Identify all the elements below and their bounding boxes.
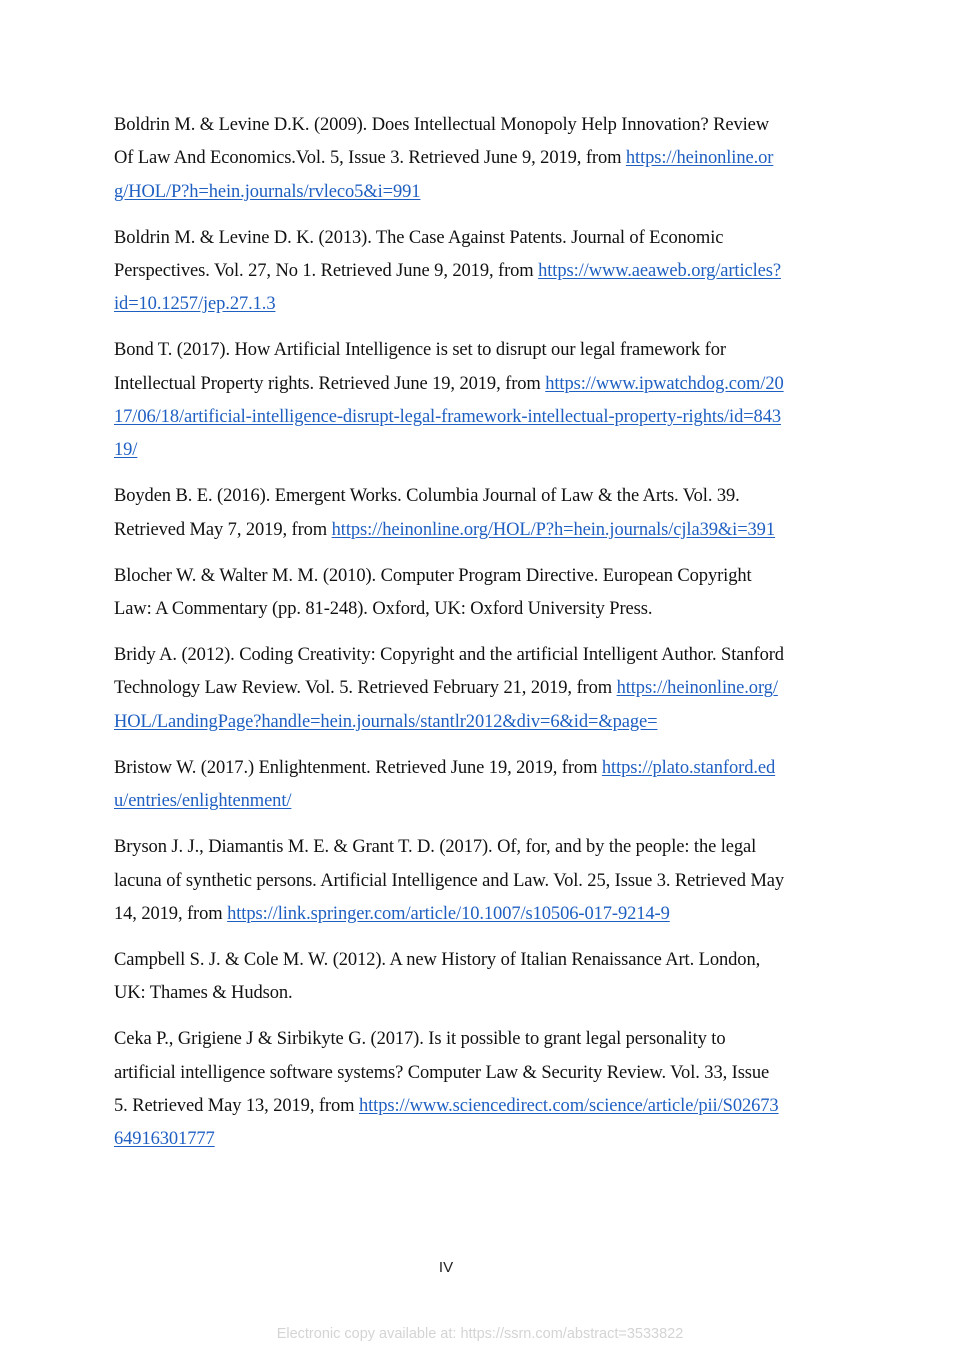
reference-link[interactable]: https://link.springer.com/article/10.1007/s10506-017-9214-9 (227, 903, 670, 924)
reference-text: Ceka P., Grigiene J & Sirbikyte G. (2017). Is it possible to grant legal personality to artificial intelligence software systems? Computer Law & Security Review. Vol. 33, Issue 5. Retrieved May 13, 2019, from (114, 1029, 770, 1116)
reference-link[interactable]: https://www.aeaweb.org/articles?id=10.1257/jep.27.1.3 (114, 260, 781, 315)
reference-entry (114, 944, 786, 1011)
reference-entry (114, 334, 786, 467)
reference-text: Bond T. (2017). How Artificial Intelligence is set to disrupt our legal framework for Intellectual Property rights. Retrieved June 19, 2019, from (114, 340, 726, 394)
reference-text: Bridy A. (2012). Coding Creativity: Copyright and the artificial Intelligent Author. Stanford Technology Law Review. Vol. 5. Retrieved February 21, 2019, from (114, 645, 784, 699)
reference-text: Bryson J. J., Diamantis M. E. & Grant T. D. (2017). Of, for, and by the people: the legal lacuna of synthetic persons. Artificial Intelligence and Law. Vol. 25, Issue 3. Retrieved May 14, 2019, from (114, 837, 785, 924)
reference-text: Boyden B. E. (2016). Emergent Works. Columbia Journal of Law & the Arts. Vol. 39. Retrieved May 7, 2019, from (114, 486, 740, 540)
reference-text: Campbell S. J. & Cole M. W. (2012). A new History of Italian Renaissance Art. London, UK: Thames & Hudson. (114, 949, 761, 1004)
reference-entry (114, 222, 786, 322)
reference-link[interactable]: https://heinonline.org/HOL/LandingPage?handle=hein.journals/stantlr2012&div=6&id=&page= (114, 678, 778, 732)
reference-link[interactable]: https://www.sciencedirect.com/science/article/pii/S0267364916301777 (114, 1095, 779, 1150)
reference-entry (114, 752, 786, 819)
reference-link[interactable]: https://heinonline.org/HOL/P?h=hein.journals/cjla39&i=391 (331, 519, 775, 540)
reference-entry (114, 1023, 786, 1156)
reference-text: Bristow W. (2017.) Enlightenment. Retrieved June 19, 2019, from (114, 757, 602, 778)
reference-link[interactable]: https://heinonline.org/HOL/P?h=hein.journals/rvleco5&i=991 (114, 148, 774, 202)
reference-text: Blocher W. & Walter M. M. (2010). Computer Program Directive. European Copyright Law: A Commentary (pp. 81-248). Oxford, UK: Oxford University Press. (114, 565, 752, 620)
reference-entry (114, 831, 786, 931)
reference-entry (114, 560, 786, 627)
reference-entry (114, 639, 786, 739)
reference-link[interactable]: https://www.ipwatchdog.com/2017/06/18/artificial-intelligence-disrupt-legal-framework-intellectual-property-rights/id=84319/ (114, 373, 784, 461)
reference-text: Boldrin M. & Levine D.K. (2009). Does Intellectual Monopoly Help Innovation? Review Of Law And Economics.Vol. 5, Issue 3. Retrieved June 9, 2019, from (114, 115, 769, 169)
reference-entry (114, 480, 786, 547)
ssrn-footer: Electronic copy available at: https://ssrn.com/abstract=3533822 (276, 1326, 684, 1342)
reference-list (114, 109, 786, 1169)
reference-entry (114, 109, 786, 209)
reference-link[interactable]: https://plato.stanford.edu/entries/enlightenment/ (114, 757, 776, 812)
page-number: IV (438, 1259, 454, 1276)
reference-text: Boldrin M. & Levine D. K. (2013). The Case Against Patents. Journal of Economic Perspectives. Vol. 27, No 1. Retrieved June 9, 2019, from (114, 227, 724, 281)
